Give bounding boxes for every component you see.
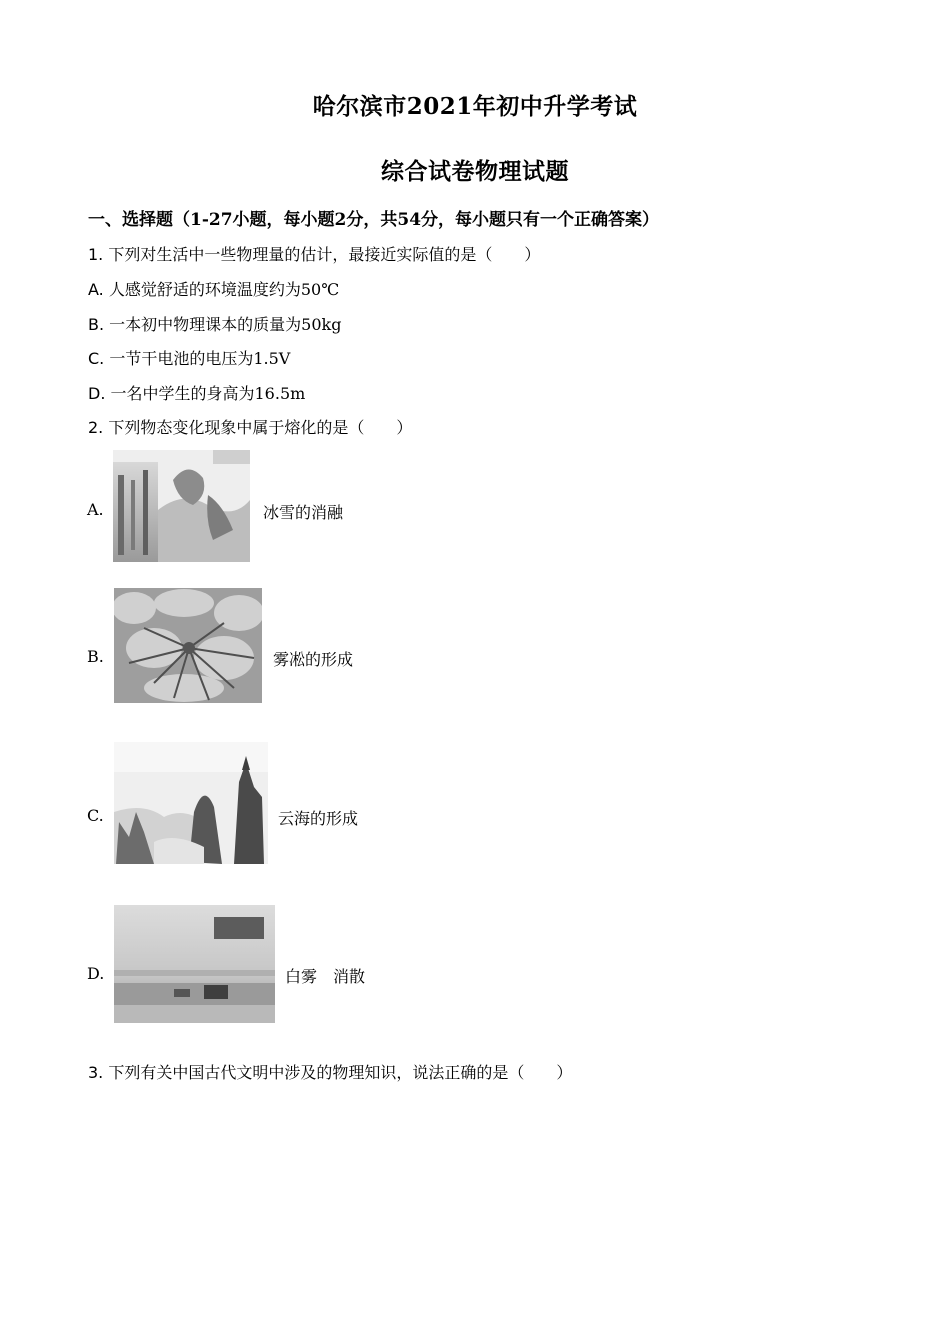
section-heading: 一、选择题（1-27小题，每小题2分，共54分，每小题只有一个正确答案） — [88, 210, 660, 230]
option-1a — [88, 277, 339, 300]
option-letter: D. — [88, 384, 106, 403]
rime-frost-photo — [114, 588, 262, 703]
option-2c-letter: C. — [87, 806, 104, 825]
question-2 — [88, 415, 412, 438]
option-2a-caption: 冰雪的消融 — [263, 503, 344, 522]
option-2b-letter: B. — [87, 647, 104, 666]
melting-snow-photo — [113, 450, 250, 562]
question-stem: 下列有关中国古代文明中涉及的物理知识，说法正确的是（ ） — [108, 1063, 573, 1082]
option-1b — [88, 312, 341, 335]
fog-dispersal-photo — [114, 905, 275, 1023]
option-text: 一本初中物理课本的质量为50kg — [109, 315, 342, 334]
option-2c-caption: 云海的形成 — [278, 809, 359, 828]
option-letter: B. — [88, 315, 105, 334]
question-stem: 下列物态变化现象中属于熔化的是（ ） — [108, 418, 413, 437]
question-stem: 下列对生活中一些物理量的估计，最接近实际值的是（ ） — [108, 245, 541, 264]
page-title: 哈尔滨市2021年初中升学考试 — [312, 93, 638, 120]
question-1 — [88, 242, 540, 265]
option-text: 人感觉舒适的环境温度约为50℃ — [108, 280, 340, 299]
question-number: 3. — [88, 1063, 104, 1082]
option-2b-caption: 雾凇的形成 — [273, 650, 354, 669]
option-text: 一节干电池的电压为1.5V — [109, 349, 291, 368]
option-letter: A. — [88, 280, 104, 299]
sea-of-clouds-photo — [114, 742, 268, 864]
option-letter: C. — [88, 349, 105, 368]
option-2a-letter: A. — [87, 500, 104, 519]
option-2d-caption: 白雾 消散 — [285, 967, 366, 986]
option-1d — [88, 381, 305, 404]
question-number: 1. — [88, 245, 104, 264]
question-number: 2. — [88, 418, 104, 437]
option-2d-letter: D. — [87, 964, 105, 983]
page-subtitle: 综合试卷物理试题 — [381, 158, 569, 185]
option-1c — [88, 346, 290, 369]
option-text: 一名中学生的身高为16.5m — [110, 384, 306, 403]
question-3 — [88, 1060, 572, 1083]
